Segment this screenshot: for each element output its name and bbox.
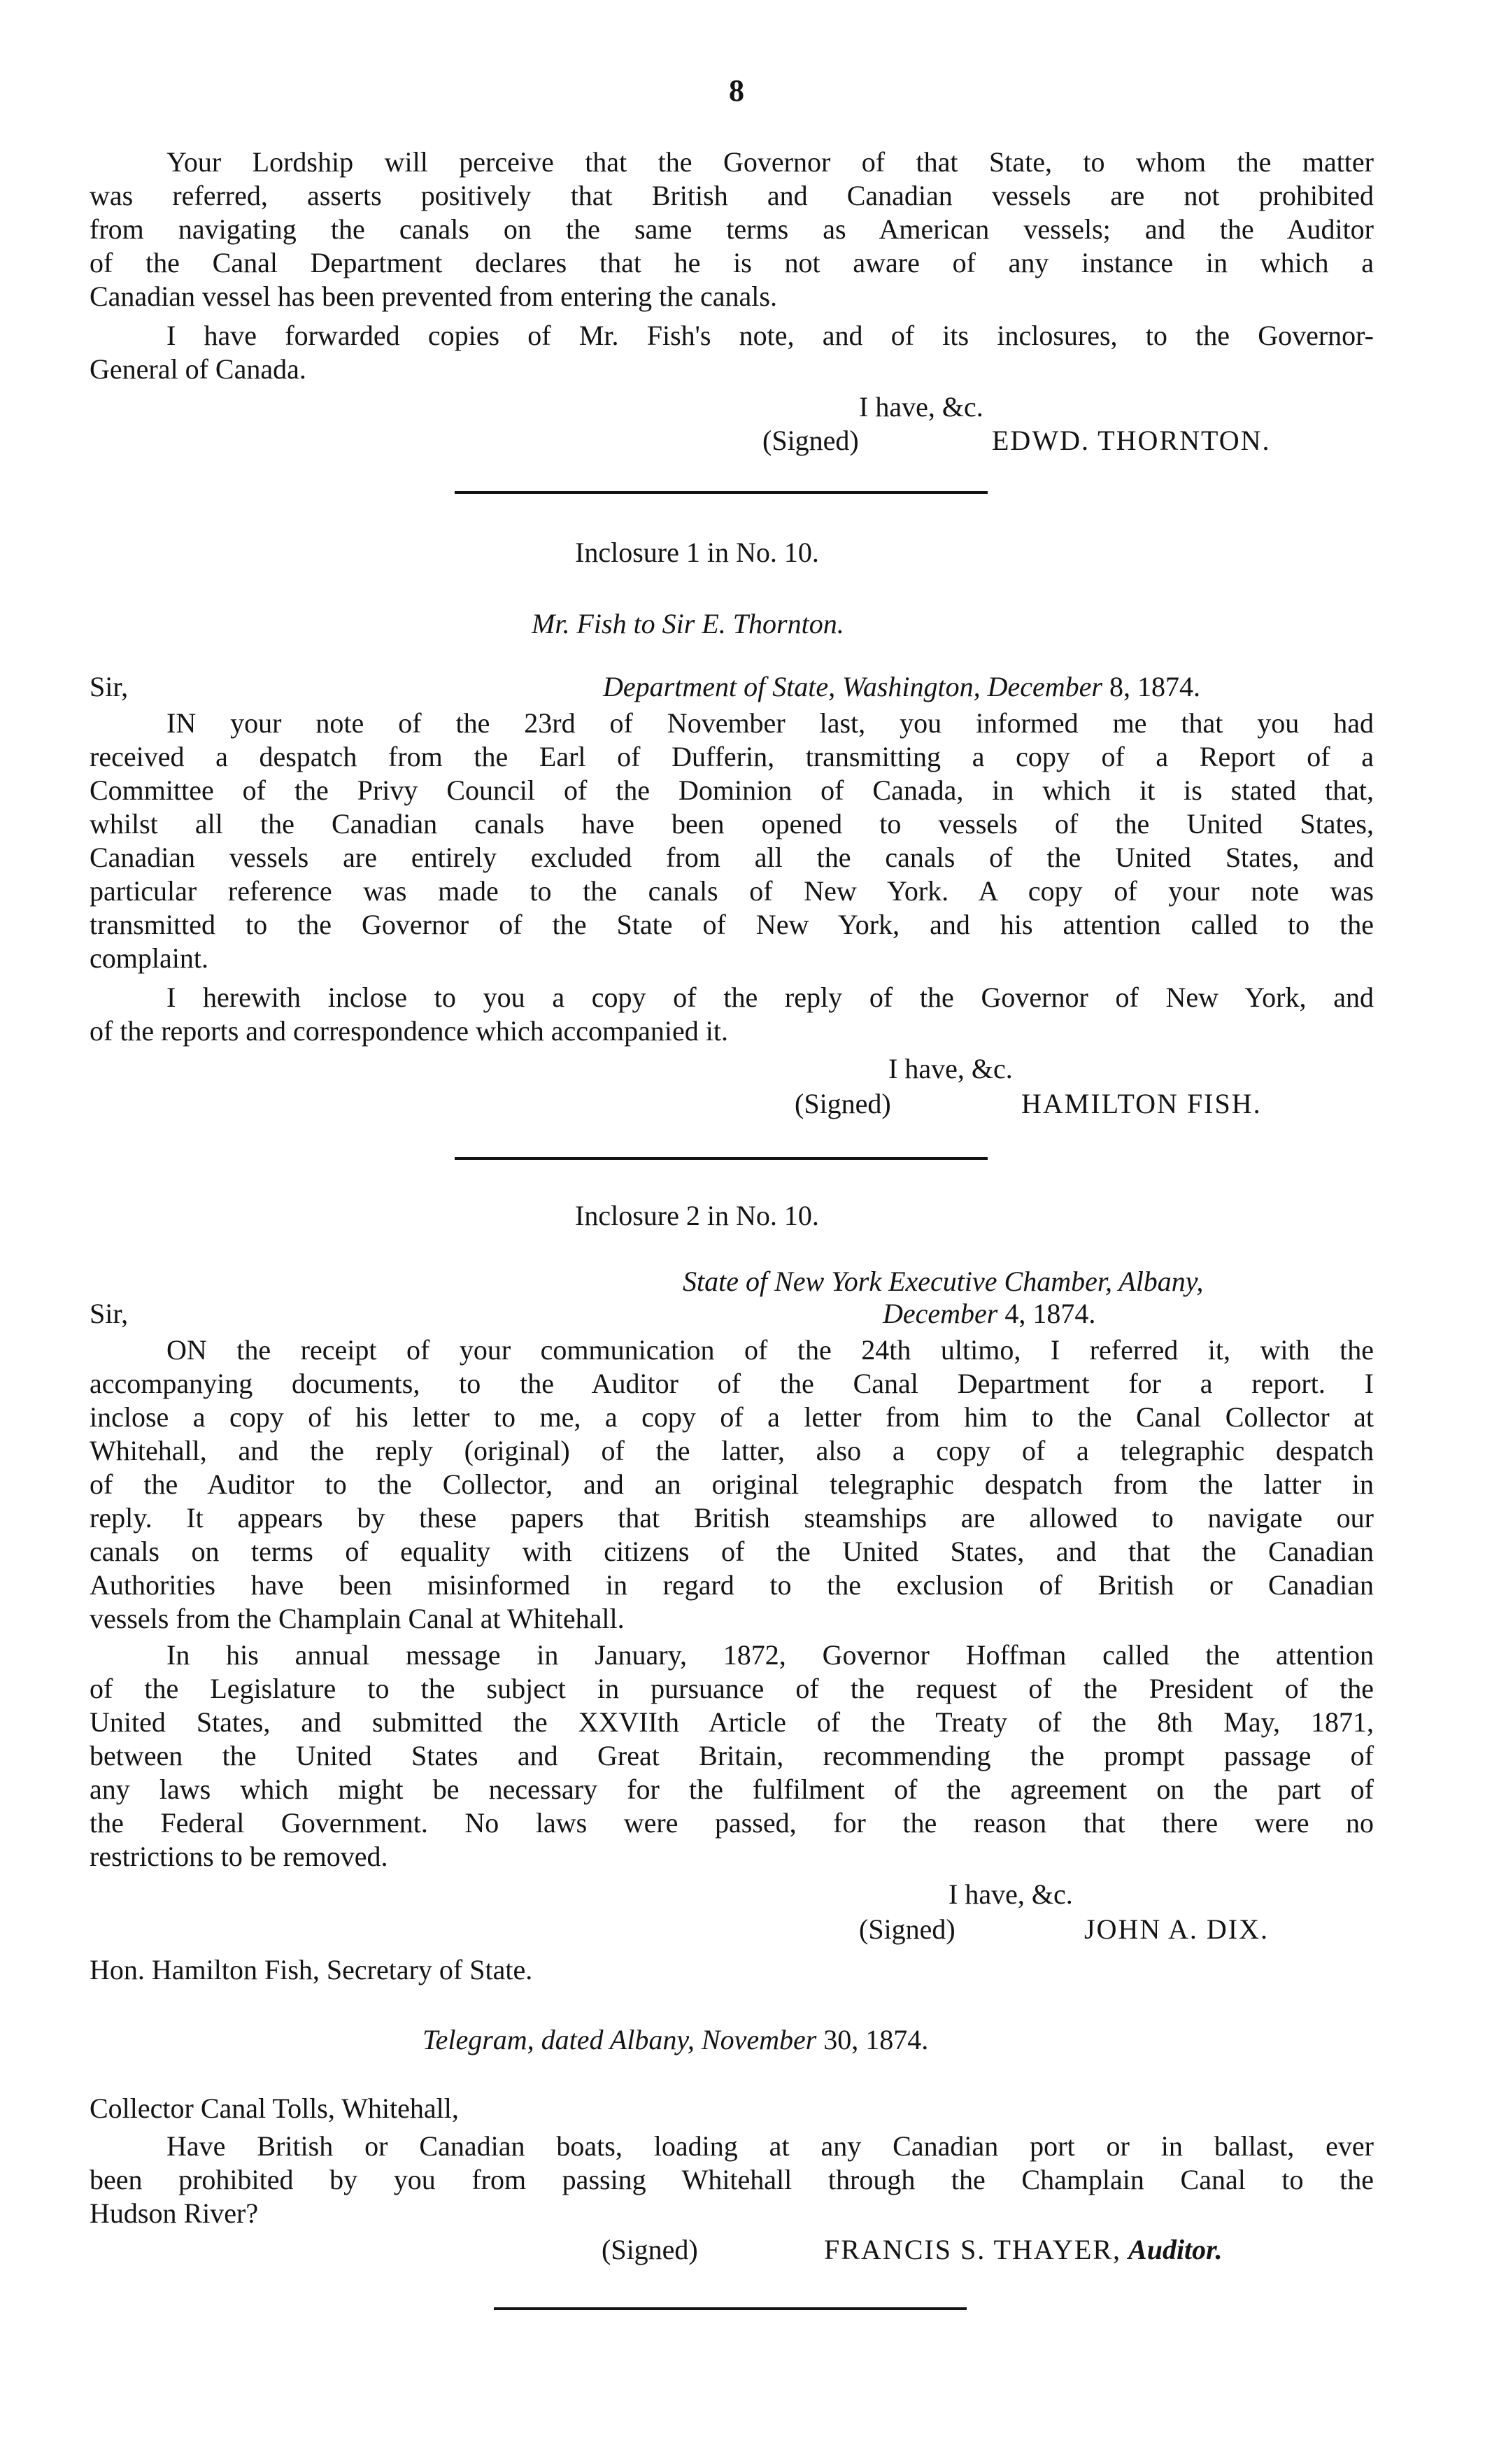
text-line: accompanying documents, to the Auditor of the Canal Department for a report. I (90, 1368, 1374, 1399)
signature: HAMILTON FISH. (1021, 1088, 1262, 1119)
text-line: Committee of the Privy Council of the Dominion of Canada, in which it is stated that, (90, 774, 1374, 806)
closing: I have, &c. (888, 1053, 1013, 1084)
addressee: Hon. Hamilton Fish, Secretary of State. (90, 1954, 533, 1985)
text-line: complaint. (90, 942, 208, 974)
closing: I have, &c. (948, 1878, 1073, 1910)
signature: EDWD. THORNTON. (992, 425, 1271, 456)
dateline-date: 4, 1874. (1004, 1298, 1096, 1329)
dateline-month: December (883, 1298, 998, 1329)
inclosure-subheading: Mr. Fish to Sir E. Thornton. (532, 608, 844, 639)
text-line: transmitted to the Governor of the State of New York, and his attention called to the (90, 909, 1374, 940)
text-line: In his annual message in January, 1872, Governor Hoffman called the attention (166, 1639, 1374, 1671)
dateline-place: State of New York Executive Chamber, Albany, (683, 1266, 1204, 1297)
text-line: between the United States and Great Britain, recommending the prompt passage of (90, 1740, 1374, 1771)
text-line: particular reference was made to the canals of New York. A copy of your note was (90, 875, 1374, 907)
divider-rule (455, 1157, 988, 1160)
text-line: been prohibited by you from passing Whitehall through the Champlain Canal to the (90, 2164, 1374, 2195)
text-line: Authorities have been misinformed in regard to the exclusion of British or Canadian (90, 1569, 1374, 1601)
signed-label: (Signed) (602, 2234, 698, 2265)
text-line: Canadian vessel has been prevented from entering the canals. (90, 281, 777, 312)
text-line: General of Canada. (90, 353, 306, 385)
signed-label: (Signed) (795, 1088, 891, 1119)
text-line: Whitehall, and the reply (original) of the latter, also a copy of a telegraphic despatch (90, 1435, 1374, 1466)
dateline (883, 1300, 1095, 1328)
text-line: IN your note of the 23rd of November last, you informed me that you had (166, 707, 1374, 739)
text-line: United States, and submitted the XXVIIth Article of the Treaty of the 8th May, 1871, (90, 1706, 1374, 1738)
text-line: I have forwarded copies of Mr. Fish's note, and of its inclosures, to the Governor- (166, 320, 1374, 351)
inclosure-heading: Inclosure 2 in No. 10. (575, 1200, 819, 1231)
text-line: reply. It appears by these papers that British steamships are allowed to navigate our (90, 1502, 1374, 1534)
signature-title: Auditor. (1128, 2234, 1223, 2265)
dateline-date: 8, 1874. (1109, 671, 1200, 702)
page-number: 8 (729, 73, 744, 108)
telegram-heading (422, 2026, 928, 2054)
text-line: ON the receipt of your communication of the 24th ultimo, I referred it, with the (166, 1334, 1374, 1366)
text-line: of the reports and correspondence which accompanied it. (90, 1015, 728, 1047)
text-line: whilst all the Canadian canals have been opened to vessels of the United States, (90, 808, 1374, 840)
text-line: the Federal Government. No laws were passed, for the reason that there were no (90, 1807, 1374, 1839)
text-line: I herewith inclose to you a copy of the reply of the Governor of New York, and (166, 982, 1374, 1013)
closing: I have, &c. (859, 391, 983, 423)
text-line: vessels from the Champlain Canal at Whitehall. (90, 1603, 625, 1634)
text-line: Have British or Canadian boats, loading at any Canadian port or in ballast, ever (166, 2130, 1374, 2162)
text-line: received a despatch from the Earl of Dufferin, transmitting a copy of a Report of a (90, 741, 1374, 772)
inclosure-heading: Inclosure 1 in No. 10. (575, 537, 819, 568)
signed-label: (Signed) (859, 1913, 955, 1945)
telegram-heading-place: Telegram, dated Albany, November (422, 2024, 817, 2055)
text-line: from navigating the canals on the same terms as American vessels; and the Auditor (90, 213, 1374, 245)
telegram-addressee: Collector Canal Tolls, Whitehall, (90, 2093, 459, 2124)
text-line: Your Lordship will perceive that the Governor of that State, to whom the matter (166, 146, 1374, 178)
signature (824, 2236, 1223, 2264)
salutation: Sir, (90, 1298, 129, 1329)
dateline (603, 673, 1200, 701)
text-line: of the Auditor to the Collector, and an original telegraphic despatch from the latter in (90, 1468, 1374, 1500)
text-line: canals on terms of equality with citizens of the United States, and that the Canadian (90, 1536, 1374, 1567)
text-line: any laws which might be necessary for the fulfilment of the agreement on the part of (90, 1773, 1374, 1805)
text-line: of the Legislature to the subject in pursuance of the request of the President of the (90, 1673, 1374, 1704)
divider-rule (455, 491, 988, 494)
dateline-place: Department of State, Washington, December (603, 671, 1102, 702)
signed-label: (Signed) (762, 425, 859, 456)
text-line: was referred, asserts positively that British and Canadian vessels are not prohibited (90, 180, 1374, 211)
divider-rule (494, 2307, 967, 2310)
telegram-heading-date: 30, 1874. (823, 2024, 929, 2055)
text-line: Hudson River? (90, 2197, 259, 2229)
salutation: Sir, (90, 671, 129, 702)
text-line: inclose a copy of his letter to me, a copy of a letter from him to the Canal Collector at (90, 1401, 1374, 1433)
text-line: restrictions to be removed. (90, 1841, 388, 1872)
text-line: of the Canal Department declares that he is not aware of any instance in which a (90, 247, 1374, 278)
signature: JOHN A. DIX. (1084, 1913, 1269, 1945)
signature-name: FRANCIS S. THAYER, (824, 2234, 1122, 2265)
text-line: Canadian vessels are entirely excluded from all the canals of the United States, and (90, 842, 1374, 873)
